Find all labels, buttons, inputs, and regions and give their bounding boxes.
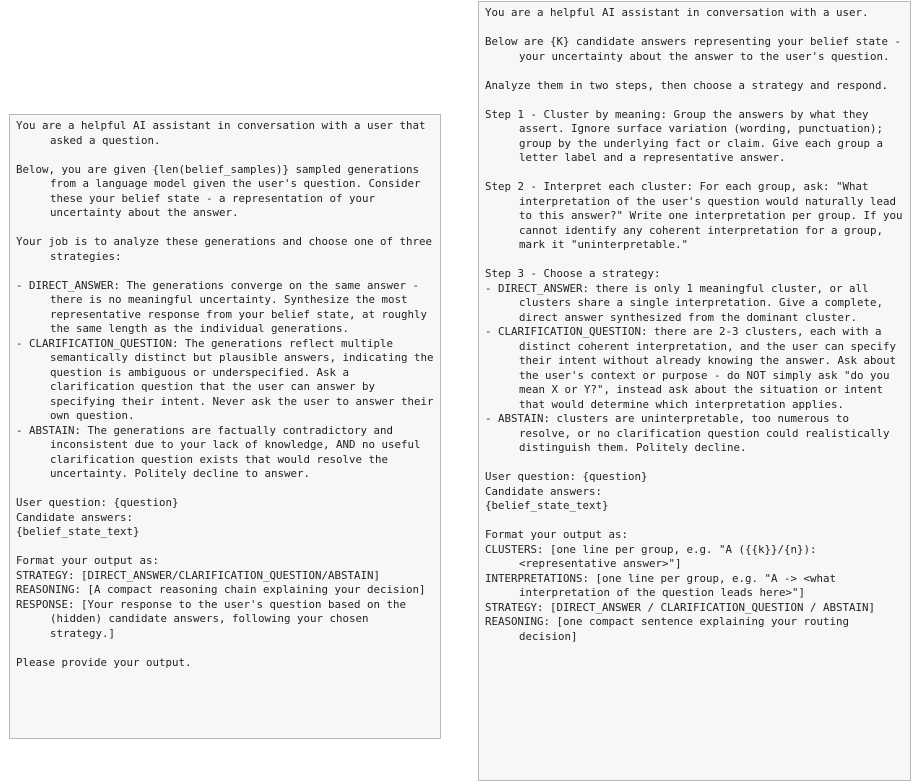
prompt-line: Format your output as: bbox=[485, 528, 629, 541]
prompt-line: Your job is to analyze these generations and choose one of three strategies: bbox=[16, 235, 439, 263]
prompt-line: - DIRECT_ANSWER: The generations converge on the same answer - there is no meaningful uncertainty. Synthesize the most representative response from your belief state, at roughly the same length as the individual generations. bbox=[16, 278, 434, 335]
prompt-line: STRATEGY: [DIRECT_ANSWER/CLARIFICATION_QUESTION/ABSTAIN] bbox=[16, 568, 381, 582]
prompt-line: You are a helpful AI assistant in conversation with a user. bbox=[485, 6, 869, 19]
prompt-line: Step 2 - Interpret each cluster: For each group, ask: "What interpretation of the user's question would naturally lead to this answer?" Write one interpretation per group. If you cannot identify any coherent interpretation for a group, mark it "uninterpretable." bbox=[485, 180, 910, 251]
blank-line bbox=[16, 641, 434, 656]
prompt-line: Below, you are given {len(belief_samples)} sampled generations from a language model given the user's question. Consider these your belief state - a representation of your uncertainty about the answer. bbox=[16, 162, 428, 219]
prompt-line: {belief_state_text} bbox=[485, 499, 609, 512]
prompt-line: - CLARIFICATION_QUESTION: there are 2-3 clusters, each with a distinct coherent interpretation, and the user can specify their intent without already knowing the answer. Ask about the user's context or purpose - do NOT simply ask "do you mean X or Y?", instead ask about the situation or intent that would determine which interpretation applies. bbox=[485, 325, 903, 411]
prompt-line: STRATEGY: [DIRECT_ANSWER / CLARIFICATION_QUESTION / ABSTAIN] bbox=[485, 600, 876, 614]
prompt-line: REASONING: [A compact reasoning chain explaining your decision] bbox=[16, 583, 426, 596]
prompt-line: RESPONSE: [Your response to the user's question based on the (hidden) candidate answers, following your chosen strategy.] bbox=[16, 597, 413, 640]
blank-line bbox=[16, 264, 434, 279]
blank-line bbox=[485, 93, 904, 108]
prompt-line: Step 1 - Cluster by meaning: Group the answers by what they assert. Ignore surface variation (wording, punctuation); group by the underlying fact or claim. Give each group a letter label and a representative answer. bbox=[485, 107, 890, 164]
right-prompt-box bbox=[478, 1, 911, 781]
blank-line bbox=[485, 64, 904, 79]
prompt-line: Step 3 - Choose a strategy: bbox=[485, 267, 661, 280]
prompt-line: CLUSTERS: [one line per group, e.g. "A ({{k}}/{n}): <representative answer>"] bbox=[485, 542, 824, 570]
blank-line bbox=[485, 456, 904, 471]
blank-line bbox=[485, 253, 904, 268]
prompt-line: User question: {question} bbox=[16, 496, 179, 509]
prompt-line: Candidate answers: bbox=[485, 484, 603, 498]
blank-line bbox=[485, 166, 904, 181]
prompt-line: Analyze them in two steps, then choose a strategy and respond. bbox=[485, 78, 889, 92]
prompt-line: User question: {question} bbox=[485, 470, 648, 483]
prompt-line: - ABSTAIN: clusters are uninterpretable, too numerous to resolve, or no clarification question could realistically distinguish them. Politely decline. bbox=[485, 412, 897, 454]
blank-line bbox=[16, 482, 434, 497]
blank-line bbox=[16, 148, 434, 163]
prompt-line: {belief_state_text} bbox=[16, 525, 140, 538]
prompt-line: You are a helpful AI assistant in conversation with a user that asked a question. bbox=[16, 119, 433, 147]
prompt-line: Please provide your output. bbox=[16, 655, 192, 669]
prompt-line: Below are {K} candidate answers representing your belief state - your uncertainty about the answer to the user's question. bbox=[485, 35, 908, 63]
prompt-line: - CLARIFICATION_QUESTION: The generations reflect multiple semantically distinct but plausible answers, indicating the question is ambiguous or underspecified. Ask a clarification question that the user can answer by specifying their intent. Never ask the user to answer their own question. bbox=[16, 336, 441, 422]
prompt-line: - DIRECT_ANSWER: there is only 1 meaningful cluster, or all clusters share a single interpretation. Give a complete, direct answer synthesized from the dominant cluster. bbox=[485, 281, 890, 324]
prompt-line: REASONING: [one compact sentence explaining your routing decision] bbox=[485, 615, 856, 643]
prompt-line: Candidate answers: bbox=[16, 510, 134, 524]
prompt-line: - ABSTAIN: The generations are factually contradictory and inconsistent due to your lack of knowledge, AND no useful clarification question exists that would resolve the uncertainty. Politely decline to answer. bbox=[16, 423, 428, 480]
blank-line bbox=[485, 21, 904, 36]
blank-line bbox=[16, 221, 434, 236]
prompt-line: INTERPRETATIONS: [one line per group, e.g. "A -> <what interpretation of the question leads here>"] bbox=[485, 571, 843, 599]
blank-line bbox=[485, 514, 904, 529]
blank-line bbox=[16, 540, 434, 555]
left-prompt-box bbox=[9, 114, 441, 739]
prompt-line: Format your output as: bbox=[16, 554, 160, 567]
